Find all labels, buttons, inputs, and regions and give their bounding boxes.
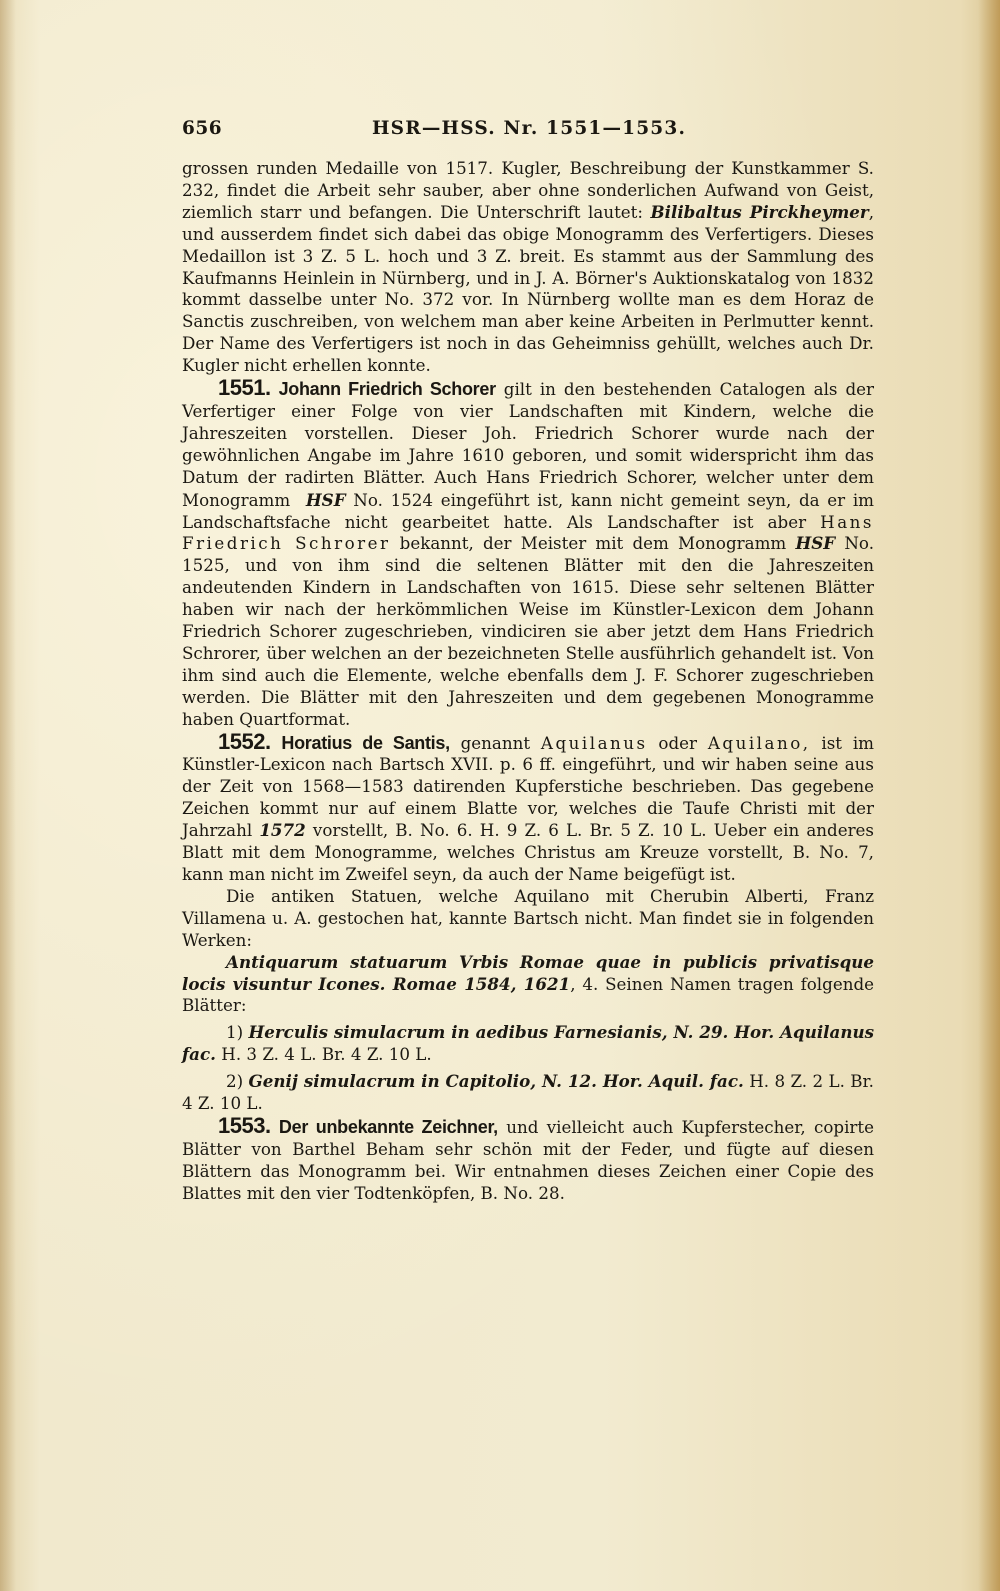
entry-number: 1552. [218, 728, 271, 754]
page-left-shadow [0, 0, 16, 1591]
list-item: 2) Genij simulacrum in Capitolio, N. 12. Hor. Aquil. fac. H. 8 Z. 2 L. Br. 4 Z. 10 L. [182, 1071, 874, 1114]
entry-name: Johann Friedrich Schorer [278, 379, 496, 400]
entry-number: 1553. [218, 1112, 271, 1138]
entry-1551: 1551. Johann Friedrich Schorer gilt in den bestehenden Catalogen als der Verfertiger einer Folge von vier Landschaften mit Kindern, welche die Jahreszeiten vorstellen. Dieser Joh. Friedrich Schorer wurde nach der gewöhnlichen Angabe im Jahre 1610 geboren, und somit widerspricht ihm das Datum der radirten Blätter. Auch Hans Friedrich Schorer, welcher unter dem Monogramm HSF No. 1524 eingeführt ist, kann nicht gemeint seyn, da er im Landschaftsfache nicht gearbeitet hatte. Als Landschafter ist aber Hans Friedrich Schrorer bekannt, der Meister mit dem Monogramm HSF No. 1525, und von ihm sind die seltenen Blätter mit den die Jahreszeiten andeutenden Kindern in Landschaften von 1615. Diese sehr seltenen Blätter haben wir nach der herkömmlichen Weise im Künstler-Lexicon dem Johann Friedrich Schorer zugeschrieben, vindiciren sie aber jetzt dem Hans Friedrich Schrorer, über welchen an der bezeichneten Stelle ausführlich gehandelt ist. Von ihm sind auch die Elemente, welche ebenfalls dem J. F. Schorer zugeschrieben werden. Die Blätter mit den Jahreszeiten und dem gegebenen Monogramme haben Quartformat. [182, 375, 874, 729]
body-text [182, 158, 874, 1205]
running-header [182, 118, 882, 144]
entry-1552: 1552. Horatius de Santis, genannt Aquilanus oder Aquilano, ist im Künstler-Lexicon nach Bartsch XVII. p. 6 ff. eingeführt, und wir haben seine aus der Zeit von 1568—1583 datirenden Kupferstiche beschrieben. Das gegebene Zeichen kommt nur auf einem Blatte vor, welches die Taufe Christi mit der Jahrzahl 1572 vorstellt, B. No. 6. H. 9 Z. 6 L. Br. 5 Z. 10 L. Ueber ein anderes Blatt mit dem Monogramme, welches Christus am Kreuze vorstellt, B. No. 7, kann man nicht im Zweifel seyn, da auch der Name beigefügt ist. [182, 728, 874, 884]
book-citation: Antiquarum statuarum Vrbis Romae quae in publicis privatisque locis visuntur Icones. Romae 1584, 1621, 4. Seinen Namen tragen folgende Blätter: [182, 951, 875, 1016]
paragraph-antique-statues: Die antiken Statuen, welche Aquilano mit Cherubin Alberti, Franz Villamena u. A. gestochen hat, kannte Bartsch nicht. Man findet sie in folgenden Werken: [182, 885, 874, 950]
intro-paragraph: grossen runden Medaille von 1517. Kugler, Beschreibung der Kunstkammer S. 232, findet die Arbeit sehr sauber, aber ohne sonderlichen Aufwand von Geist, ziemlich starr und befangen. Die Unterschrift lautet: Bilibaltus Pirckheymer, und ausserdem findet sich dabei das obige Monogramm des Verfertigers. Dieses Medaillon ist 3 Z. 5 L. hoch und 3 Z. breit. Es stammt aus der Sammlung des Kaufmanns Heinlein in Nürnberg, und in J. A. Börner's Auktionskatalog von 1832 kommt dasselbe unter No. 372 vor. In Nürnberg wollte man es dem Horaz de Sanctis zuschreiben, von welchem man aber keine Arbeiten in Perlmutter kennt. Der Name des Verfertigers ist noch in das Geheimniss gehüllt, welches auch Dr. Kugler nicht erhellen konnte. [182, 158, 874, 376]
running-title: HSR—HSS. Nr. 1551—1553. [372, 118, 687, 139]
spaced-name: Hans Friedrich Schrorer [182, 511, 874, 554]
entry-name: Der unbekannte Zeichner, [278, 1116, 498, 1137]
page-right-shadow [978, 0, 1000, 1591]
entry-1553: 1553. Der unbekannte Zeichner, und vielleicht auch Kupferstecher, copirte Blätter von Barthel Beham sehr schön mit der Feder, und fügte auf diesen Blättern das Monogramm bei. Wir entnahmen dieses Zeichen einer Copie des Blattes mit den vier Todtenköpfen, B. No. 28. [182, 1112, 874, 1203]
inscription-text: Bilibaltus Pirckheymer [650, 201, 869, 222]
entry-number: 1551. [218, 375, 271, 401]
entry-name: Horatius de Santis, [281, 732, 450, 753]
list-item: 1) Herculis simulacrum in aedibus Farnesianis, N. 29. Hor. Aquilanus fac. H. 3 Z. 4 L. Br. 4 Z. 10 L. [182, 1022, 874, 1065]
page-number: 656 [182, 118, 223, 139]
